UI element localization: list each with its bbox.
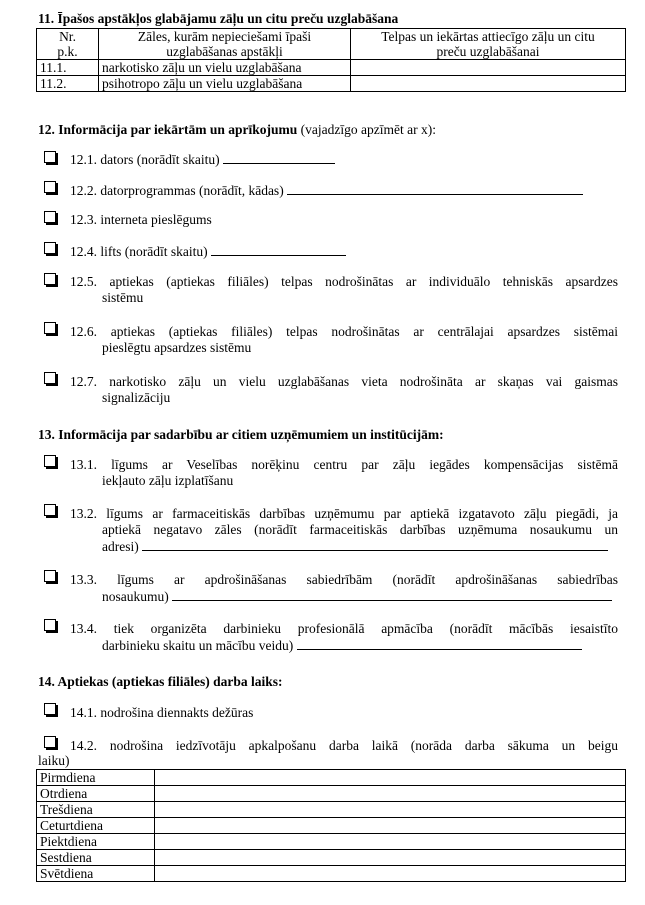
working-hours-table: [36, 769, 626, 882]
checkbox-13-4[interactable]: [44, 619, 56, 631]
checkbox-12-4[interactable]: [44, 242, 56, 254]
table-row: [37, 76, 626, 92]
day-hours[interactable]: [155, 770, 626, 786]
item-14-2: [70, 738, 618, 754]
day-label: Piektdiena: [37, 834, 155, 850]
header-nr: [37, 29, 99, 60]
item-12-4: [70, 243, 346, 260]
day-label: Svētdiena: [37, 866, 155, 882]
row-name: narkotisko zāļu un vielu uzglabāšana: [99, 60, 351, 76]
item-12-1-input[interactable]: [223, 151, 335, 164]
table-row: [37, 770, 626, 786]
table-row: [37, 818, 626, 834]
header-medicines-line1: Zāles, kurām nepieciešami īpaši: [137, 29, 312, 44]
row-value[interactable]: [351, 60, 626, 76]
header-premises-line2: preču uzglabāšanai: [436, 44, 540, 59]
checkbox-12-5[interactable]: [44, 273, 56, 285]
day-hours[interactable]: [155, 786, 626, 802]
header-premises: [351, 29, 626, 60]
checkbox-13-1[interactable]: [44, 455, 56, 467]
table-row: [37, 60, 626, 76]
item-12-5-line2: sistēmu: [102, 290, 144, 305]
item-13-3-input[interactable]: [172, 588, 612, 601]
section-12-title-text: 12. Informācija par iekārtām un aprīkojumu: [38, 122, 298, 137]
item-13-4-line2: darbinieku skaitu un mācību veidu): [102, 638, 294, 653]
checkbox-12-1[interactable]: [44, 151, 56, 163]
row-nr: 11.2.: [37, 76, 99, 92]
item-13-2-line2: aptiekā negatavo zāles (norādīt farmaceitiskās darbības uzņēmuma nosaukumu un: [102, 522, 618, 537]
section-12-title: [38, 122, 436, 138]
item-13-1: [70, 457, 618, 489]
checkbox-13-2[interactable]: [44, 504, 56, 516]
item-12-6: [70, 324, 618, 356]
item-13-1-line1: 13.1. līgums ar Veselības norēķinu centru par zāļu iegādes kompensācijas sistēmā: [70, 457, 618, 472]
checkbox-13-3[interactable]: [44, 570, 56, 582]
item-12-7: [70, 374, 618, 406]
row-value[interactable]: [351, 76, 626, 92]
item-12-4-input[interactable]: [211, 243, 346, 256]
day-label: Pirmdiena: [37, 770, 155, 786]
checkbox-12-6[interactable]: [44, 322, 56, 334]
section-11-title: 11. Īpašos apstākļos glabājamu zāļu un citu preču uzglabāšana: [38, 11, 399, 26]
item-13-4-line1: 13.4. tiek organizēta darbinieku profesionālā apmācība (norādīt mācībās iesaistīto: [70, 621, 618, 636]
item-12-5-line1: 12.5. aptiekas (aptiekas filiāles) telpas nodrošinātas ar individuālo tehniskās apsardzes: [70, 274, 618, 289]
item-14-1-label: 14.1. nodrošina diennakts dežūras: [70, 705, 254, 720]
checkbox-12-2[interactable]: [44, 181, 56, 193]
section-13-title: 13. Informācija par sadarbību ar citiem uzņēmumiem un institūcijām:: [38, 427, 444, 442]
item-12-1: [70, 151, 335, 168]
header-premises-line1: Telpas un iekārtas attiecīgo zāļu un citu: [381, 29, 595, 44]
item-12-3-label: 12.3. interneta pieslēgums: [70, 212, 212, 227]
header-nr-line2: p.k.: [57, 44, 78, 59]
day-hours[interactable]: [155, 866, 626, 882]
header-nr-line1: Nr.: [59, 29, 76, 44]
item-12-6-line1: 12.6. aptiekas (aptiekas filiāles) telpas nodrošinātas ar centrālajai apsardzes sistēmai: [70, 324, 618, 339]
table-row: [37, 834, 626, 850]
day-label: Trešdiena: [37, 802, 155, 818]
item-13-1-line2: iekļauto zāļu izplatīšanu: [102, 473, 234, 488]
item-12-4-label: 12.4. lifts (norādīt skaitu): [70, 244, 208, 259]
day-label: Ceturtdiena: [37, 818, 155, 834]
item-13-2-line1: 13.2. līgums ar farmaceitiskās darbības uzņēmumu par aptiekā izgatavoto zāļu piegādi, ja: [70, 506, 618, 521]
checkbox-14-1[interactable]: [44, 703, 56, 715]
item-14-2-line1: 14.2. nodrošina iedzīvotāju apkalpošanu darba laikā (norāda darba sākuma un beigu: [70, 738, 618, 753]
day-label: Otrdiena: [37, 786, 155, 802]
item-12-2: [70, 182, 583, 199]
table-row: [37, 866, 626, 882]
item-13-3: [70, 572, 618, 605]
item-13-4: [70, 621, 618, 654]
storage-table: [36, 28, 626, 92]
item-13-3-line2: nosaukumu): [102, 589, 169, 604]
item-14-2-line2: laiku): [38, 753, 70, 768]
section-12-title-note: (vajadzīgo apzīmēt ar x):: [300, 122, 436, 137]
day-hours[interactable]: [155, 834, 626, 850]
row-nr: 11.1.: [37, 60, 99, 76]
day-label: Sestdiena: [37, 850, 155, 866]
table-row: [37, 850, 626, 866]
item-12-7-line1: 12.7. narkotisko zāļu un vielu uzglabāšanas vieta nodrošināta ar skaņas vai gaismas: [70, 374, 618, 389]
header-medicines: [99, 29, 351, 60]
header-medicines-line2: uzglabāšanas apstākļi: [166, 44, 283, 59]
item-13-2-input[interactable]: [142, 538, 608, 551]
table-row: [37, 802, 626, 818]
checkbox-12-7[interactable]: [44, 372, 56, 384]
item-12-7-line2: signalizāciju: [102, 390, 171, 405]
item-12-1-label: 12.1. dators (norādīt skaitu): [70, 152, 220, 167]
item-13-4-input[interactable]: [297, 637, 582, 650]
item-12-6-line2: pieslēgtu apsardzes sistēmu: [102, 340, 252, 355]
section-14-title: 14. Aptiekas (aptiekas filiāles) darba laiks:: [38, 674, 283, 689]
item-13-2: [70, 506, 618, 555]
item-13-2-line3: adresi): [102, 539, 139, 554]
item-12-2-label: 12.2. datorprogrammas (norādīt, kādas): [70, 183, 284, 198]
day-hours[interactable]: [155, 802, 626, 818]
table-row: [37, 786, 626, 802]
item-12-5: [70, 274, 618, 306]
row-name: psihotropo zāļu un vielu uzglabāšana: [99, 76, 351, 92]
day-hours[interactable]: [155, 850, 626, 866]
checkbox-14-2[interactable]: [44, 736, 56, 748]
item-13-3-line1: 13.3. līgums ar apdrošināšanas sabiedrībām (norādīt apdrošināšanas sabiedrības: [70, 572, 618, 587]
day-hours[interactable]: [155, 818, 626, 834]
checkbox-12-3[interactable]: [44, 211, 56, 223]
item-12-2-input[interactable]: [287, 182, 583, 195]
